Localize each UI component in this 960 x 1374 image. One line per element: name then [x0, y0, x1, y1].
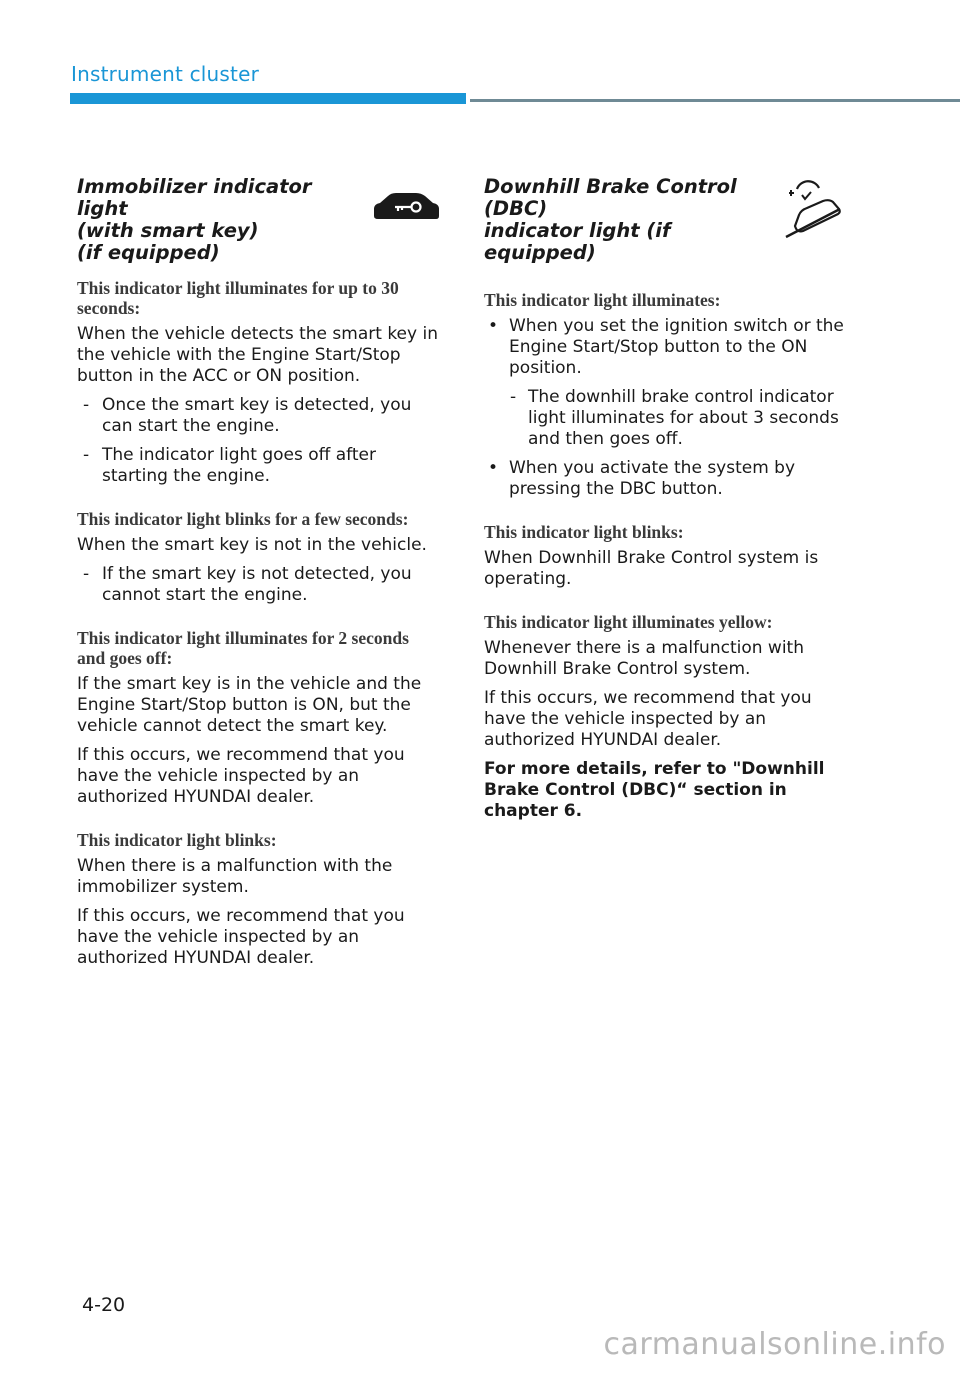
- dash-item: - If the smart key is not detected, you cannot start the engine.: [83, 564, 412, 605]
- paragraph: If the smart key is in the vehicle and the Engine Start/Stop button is ON, but the vehicle cannot detect the smart key.: [77, 674, 422, 736]
- downhill-brake-control-icon: [783, 179, 845, 246]
- header-rule: [470, 99, 960, 102]
- dash-item: - Once the smart key is detected, you can start the engine.: [83, 395, 412, 436]
- heading-line: (with smart key): [77, 219, 259, 242]
- subheading: This indicator light illuminates:: [484, 290, 721, 310]
- bullet-item: • When you set the ignition switch or the Engine Start/Stop button to the ON position.: [488, 316, 844, 378]
- car-key-icon: [370, 190, 442, 229]
- page-header-title: Instrument cluster: [71, 62, 260, 86]
- paragraph: If this occurs, we recommend that you have the vehicle inspected by an authorized HYUNDAI dealer.: [77, 906, 405, 968]
- paragraph: When the vehicle detects the smart key in the vehicle with the Engine Start/Stop button in the ACC or ON position.: [77, 324, 438, 386]
- heading-line: Downhill Brake Control (DBC): [484, 175, 737, 220]
- paragraph: When Downhill Brake Control system is operating.: [484, 548, 819, 589]
- bullet-text: When you activate the system by pressing the DBC button.: [509, 458, 796, 499]
- header-accent-bar: [70, 93, 466, 104]
- heading-line: (if equipped): [77, 241, 220, 264]
- paragraph: When the smart key is not in the vehicle.: [77, 535, 427, 555]
- paragraph-reference: For more details, refer to "Downhill Brake Control (DBC)“ section in chapter 6.: [484, 759, 825, 821]
- bullet-text: When you set the ignition switch or the Engine Start/Stop button to the ON position.: [509, 316, 844, 378]
- dash-item: - The indicator light goes off after starting the engine.: [83, 445, 376, 486]
- page-number: 4-20: [82, 1294, 126, 1316]
- subheading: This indicator light blinks:: [77, 830, 277, 850]
- dash-text: If the smart key is not detected, you cannot start the engine.: [102, 564, 412, 605]
- paragraph: If this occurs, we recommend that you have the vehicle inspected by an authorized HYUNDAI dealer.: [77, 745, 405, 807]
- dash-text: The downhill brake control indicator light illuminates for about 3 seconds and then goes off.: [528, 387, 839, 449]
- subheading: This indicator light blinks:: [484, 522, 684, 542]
- subheading: This indicator light illuminates for up to 30 seconds:: [77, 278, 399, 318]
- dash-text: The indicator light goes off after starting the engine.: [102, 445, 376, 486]
- bullet-item: • When you activate the system by pressing the DBC button.: [488, 458, 796, 499]
- heading-line: indicator light (if equipped): [484, 219, 671, 264]
- right-column: [484, 176, 856, 830]
- subheading: This indicator light blinks for a few seconds:: [77, 509, 409, 529]
- watermark: carmanualsonline.info: [603, 1327, 946, 1362]
- dash-text: Once the smart key is detected, you can start the engine.: [102, 395, 412, 436]
- dbc-heading: [484, 176, 856, 264]
- immobilizer-heading: [77, 176, 439, 264]
- subheading: This indicator light illuminates yellow:: [484, 612, 773, 632]
- subheading: This indicator light illuminates for 2 seconds and goes off:: [77, 628, 409, 668]
- paragraph: If this occurs, we recommend that you have the vehicle inspected by an authorized HYUNDAI dealer.: [484, 688, 812, 750]
- left-column: [77, 176, 439, 977]
- paragraph: Whenever there is a malfunction with Downhill Brake Control system.: [484, 638, 804, 679]
- paragraph: When there is a malfunction with the immobilizer system.: [77, 856, 393, 897]
- heading-line: Immobilizer indicator light: [77, 175, 312, 220]
- dash-item: - The downhill brake control indicator light illuminates for about 3 seconds and then goes off.: [510, 387, 839, 449]
